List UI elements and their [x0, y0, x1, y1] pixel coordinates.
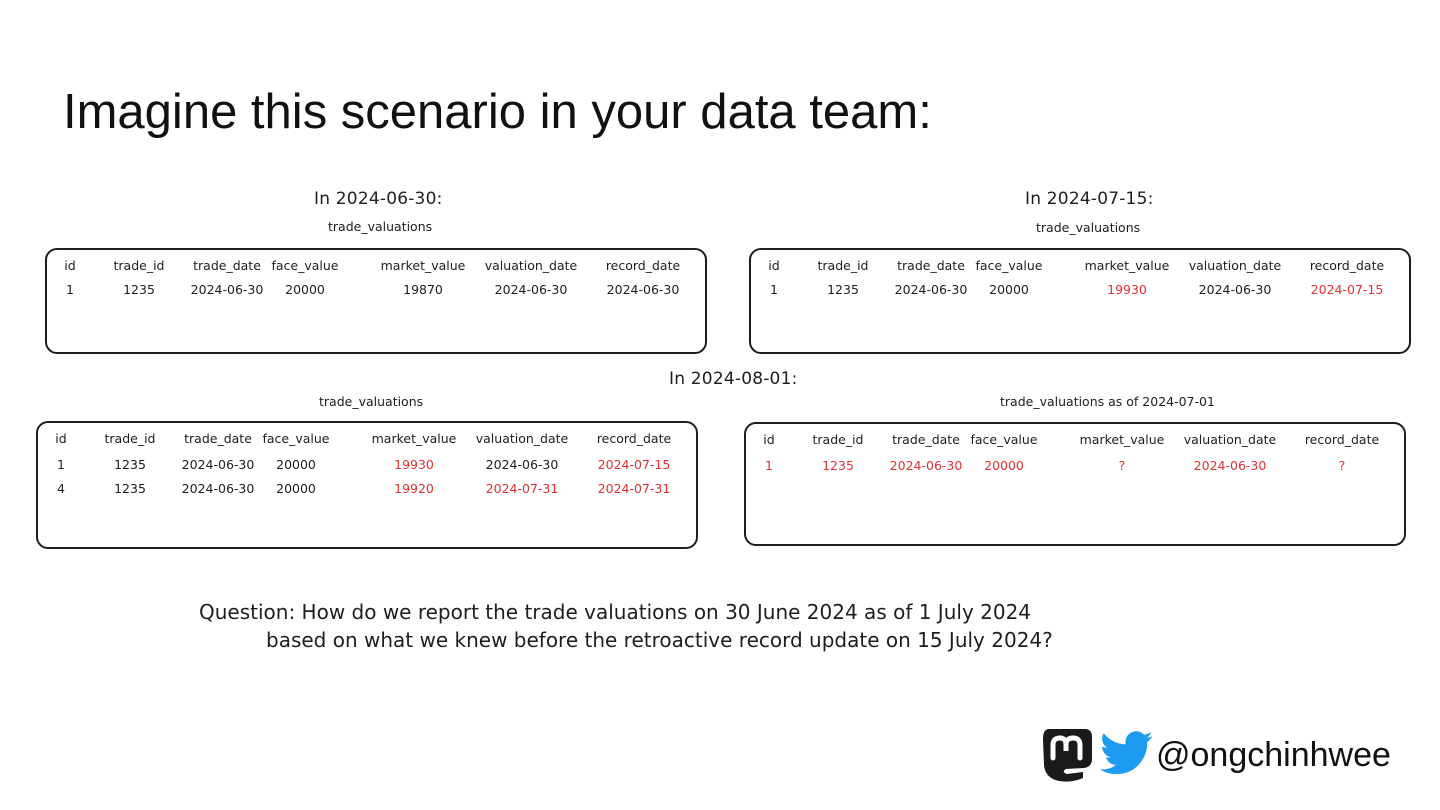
- column-header-record-date: record_date: [596, 431, 672, 446]
- table-cell: 19930: [1107, 282, 1147, 297]
- column-header-trade-date: trade_date: [184, 431, 252, 446]
- column-header-face-value: face_value: [262, 431, 330, 446]
- column-header-valuation-date: valuation_date: [475, 431, 569, 446]
- column-header-valuation-date: valuation_date: [484, 258, 578, 273]
- twitter-icon: [1100, 731, 1154, 775]
- table-caption: trade_valuations as of 2024-07-01: [1000, 394, 1215, 409]
- table-cell: 1235: [827, 282, 859, 297]
- table-cell: 19870: [403, 282, 443, 297]
- table-cell: 1: [57, 457, 65, 472]
- column-header-id: id: [763, 432, 775, 447]
- table-cell: 2024-06-30: [181, 481, 255, 496]
- table-cell: 19920: [394, 481, 434, 496]
- table-cell: 1235: [822, 458, 854, 473]
- table-cell: 1235: [114, 481, 146, 496]
- social-handle: @ongchinhwee: [1156, 736, 1391, 774]
- table-cell: 2024-07-31: [597, 481, 671, 496]
- question-line-1: Question: How do we report the trade valuations on 30 June 2024 as of 1 July 2024: [199, 600, 1032, 624]
- table-caption: trade_valuations: [319, 394, 424, 409]
- table-cell: 1235: [123, 282, 155, 297]
- column-header-id: id: [768, 258, 780, 273]
- column-header-record-date: record_date: [1309, 258, 1385, 273]
- table-cell: 2024-07-15: [597, 457, 671, 472]
- table-cell: 19930: [394, 457, 434, 472]
- table-cell: 2024-06-30: [889, 458, 963, 473]
- table-cell: 2024-06-30: [1198, 282, 1272, 297]
- column-header-market-value: market_value: [1079, 432, 1165, 447]
- column-header-trade-id: trade_id: [812, 432, 864, 447]
- table-cell: 1: [770, 282, 778, 297]
- column-header-record-date: record_date: [605, 258, 681, 273]
- question-line-2: based on what we knew before the retroactive record update on 15 July 2024?: [266, 628, 1053, 652]
- table-cell: 20000: [984, 458, 1024, 473]
- column-header-face-value: face_value: [975, 258, 1043, 273]
- column-header-trade-id: trade_id: [104, 431, 156, 446]
- column-header-trade-id: trade_id: [113, 258, 165, 273]
- column-header-record-date: record_date: [1304, 432, 1380, 447]
- column-header-id: id: [64, 258, 76, 273]
- table-cell: 1: [66, 282, 74, 297]
- table-cell: 2024-06-30: [181, 457, 255, 472]
- table-cell: 2024-06-30: [190, 282, 264, 297]
- heading-2024-07-15: In 2024-07-15:: [1025, 189, 1154, 209]
- column-header-market-value: market_value: [380, 258, 466, 273]
- slide-title: Imagine this scenario in your data team:: [63, 85, 932, 139]
- table-cell: 20000: [276, 481, 316, 496]
- column-header-face-value: face_value: [970, 432, 1038, 447]
- table-cell: 1: [765, 458, 773, 473]
- table-2024-08-01: [36, 421, 698, 549]
- table-cell: 2024-06-30: [894, 282, 968, 297]
- table-cell: 2024-06-30: [606, 282, 680, 297]
- table-cell: ?: [1338, 458, 1346, 473]
- column-header-trade-date: trade_date: [193, 258, 261, 273]
- column-header-valuation-date: valuation_date: [1188, 258, 1282, 273]
- column-header-id: id: [55, 431, 67, 446]
- mastodon-icon: [1039, 725, 1095, 783]
- table-cell: 20000: [285, 282, 325, 297]
- column-header-face-value: face_value: [271, 258, 339, 273]
- column-header-trade-date: trade_date: [892, 432, 960, 447]
- table-cell: 2024-06-30: [1193, 458, 1267, 473]
- table-cell: ?: [1118, 458, 1126, 473]
- column-header-trade-date: trade_date: [897, 258, 965, 273]
- heading-2024-06-30: In 2024-06-30:: [314, 189, 443, 209]
- table-caption: trade_valuations: [328, 219, 433, 234]
- table-2024-06-30: [45, 248, 707, 354]
- table-cell: 2024-07-31: [485, 481, 559, 496]
- column-header-market-value: market_value: [1084, 258, 1170, 273]
- column-header-market-value: market_value: [371, 431, 457, 446]
- table-as-of-2024-07-01: [744, 422, 1406, 546]
- column-header-valuation-date: valuation_date: [1183, 432, 1277, 447]
- table-cell: 2024-06-30: [494, 282, 568, 297]
- table-caption: trade_valuations: [1036, 220, 1141, 235]
- table-cell: 2024-06-30: [485, 457, 559, 472]
- table-cell: 20000: [989, 282, 1029, 297]
- heading-2024-08-01: In 2024-08-01:: [669, 369, 798, 389]
- table-2024-07-15: [749, 248, 1411, 354]
- table-cell: 2024-07-15: [1310, 282, 1384, 297]
- table-cell: 1235: [114, 457, 146, 472]
- table-cell: 20000: [276, 457, 316, 472]
- column-header-trade-id: trade_id: [817, 258, 869, 273]
- table-cell: 4: [57, 481, 65, 496]
